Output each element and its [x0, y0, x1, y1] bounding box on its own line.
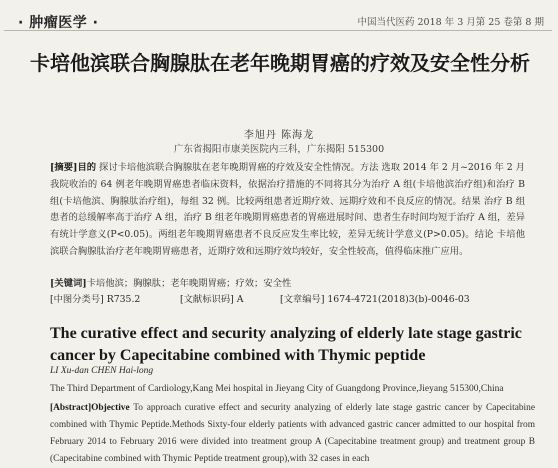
article-number: [文章编号] 1674-4721(2018)3(b)-0046-03 — [280, 294, 470, 305]
classification-line — [50, 291, 520, 305]
abstract-en — [50, 400, 535, 468]
abstract-cn-text: 探讨卡培他滨联合胸腺肽在老年晚期胃癌的疗效及安全性情况。方法 选取 2014 年 2 月~2016 年 2 月我院收治的 64 例老年晚期胃癌患者临床资料，依据治疗措施的不同将其分为治疗 A 组(卡培他滨治疗组)和治疗 B 组(卡培他滨、胸腺肽治疗组)，每组 32 例。比较两组患者近期疗效、远期疗效和不良反应的情况。结果 治疗 B 组患者的总缓解率高于治疗 A 组，治疗 B 组老年晚期胃癌患者的胃癌进展时间、患者生存时间均短于治疗 A 组，差异有统计学意义(P<0.05)。两组老年晚期胃癌患者不良反应发生率比较，差异无统计学意义(P>0.05)。结论 卡培他滨联合胸腺肽治疗老年晚期胃癌患者，近期疗效和远期疗效均较好，安全性较高，值得临床推广应用。 — [50, 162, 525, 257]
affiliation-en: The Third Department of Cardiology,Kang Mei hospital in Jieyang City of Guangdong Province,Jieyang 515300,China — [50, 384, 504, 394]
section-tag: · 肿瘤医学 · — [18, 15, 99, 31]
abstract-cn-label: [摘要]目的 — [50, 162, 97, 173]
keywords — [50, 277, 520, 291]
clc-number: [中图分类号] R735.2 — [50, 294, 141, 305]
keywords-label: [关键词] — [50, 278, 87, 289]
document-code: [文献标识码] A — [180, 294, 244, 305]
journal-info: 中国当代医药 2018 年 3 月第 25 卷第 8 期 — [357, 17, 544, 28]
abstract-en-label: [Abstract]Objective — [50, 403, 130, 413]
authors-cn: 李旭丹 陈海龙 — [243, 130, 315, 141]
article-title-cn: 卡培他滨联合胸腺肽在老年晚期胃癌的疗效及安全性分析 — [30, 51, 530, 75]
authors-en: LI Xu-dan CHEN Hai-long — [50, 366, 154, 376]
keywords-text: 卡培他滨；胸腺肽；老年晚期胃癌；疗效；安全性 — [86, 278, 292, 289]
article-title-en: The curative effect and security analyzing of elderly late stage gastric cancer by Capecitabine combined with Thymic peptide — [50, 325, 522, 364]
journal-header — [4, 12, 552, 31]
affiliation-cn: 广东省揭阳市康美医院内三科，广东揭阳 515300 — [173, 144, 385, 155]
abstract-cn — [50, 160, 525, 261]
abstract-en-text: To approach curative effect and security analyzing of elderly late stage gastric cancer by Capecitabine combined with Thymic Peptide.Methods Sixty-four elderly patients with advanced gastric cancer admitted to our hospital from February 2014 to February 2016 were divided into treatment group A (Capecitabine treatment group) and treatment group B (Capecitabine combined with Thymic Peptide treatment group),with 32 cases in each — [50, 403, 535, 464]
